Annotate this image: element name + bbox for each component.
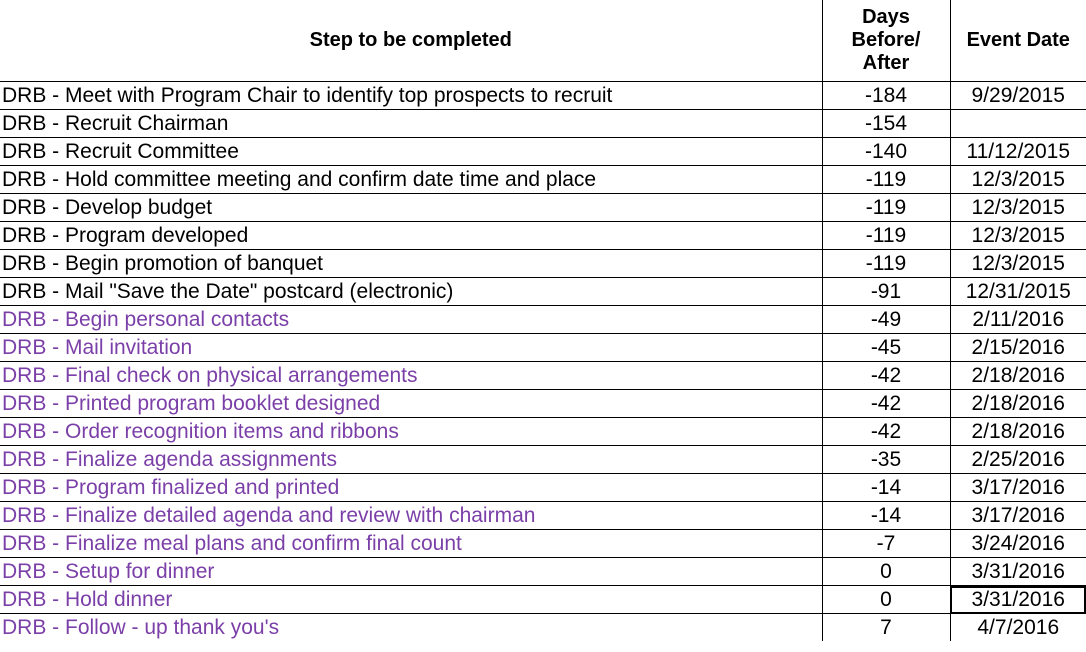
date-cell[interactable]: 12/31/2015 [950,278,1086,306]
date-cell[interactable]: 4/7/2016 [950,614,1086,642]
date-cell[interactable]: 12/3/2015 [950,250,1086,278]
days-cell[interactable]: -45 [822,334,950,362]
table-row [0,362,1086,390]
date-cell[interactable]: 3/17/2016 [950,474,1086,502]
date-cell[interactable]: 2/18/2016 [950,362,1086,390]
table-row [0,166,1086,194]
table-row [0,110,1086,138]
table-row [0,306,1086,334]
date-cell[interactable]: 12/3/2015 [950,222,1086,250]
date-cell-selected[interactable]: 3/31/2016 [950,586,1086,614]
header-days[interactable] [822,0,950,82]
step-cell[interactable]: DRB - Program finalized and printed [0,474,822,502]
days-cell[interactable]: 7 [822,614,950,642]
table-row [0,222,1086,250]
step-cell[interactable]: DRB - Finalize agenda assignments [0,446,822,474]
step-cell[interactable]: DRB - Follow - up thank you's [2,616,280,639]
table-row [0,82,1086,110]
date-cell[interactable]: 12/3/2015 [950,194,1086,222]
step-cell[interactable]: DRB - Recruit Committee [0,138,822,166]
date-cell[interactable] [950,110,1086,138]
days-cell[interactable]: -119 [822,194,950,222]
step-cell[interactable]: DRB - Finalize meal plans and confirm final count [0,530,822,558]
table-row [0,474,1086,502]
date-cell[interactable]: 12/3/2015 [950,166,1086,194]
table-row [0,390,1086,418]
days-cell[interactable]: -49 [822,306,950,334]
date-cell[interactable]: 2/11/2016 [950,306,1086,334]
step-cell[interactable]: DRB - Finalize detailed agenda and review with chairman [0,502,822,530]
step-cell[interactable]: DRB - Program developed [0,222,822,250]
days-cell[interactable]: -184 [822,82,950,110]
step-cell[interactable]: DRB - Develop budget [0,194,822,222]
days-cell[interactable]: -154 [822,110,950,138]
date-cell[interactable]: 3/24/2016 [950,530,1086,558]
date-cell[interactable]: 2/25/2016 [950,446,1086,474]
days-cell[interactable]: -7 [822,530,950,558]
step-cell[interactable]: DRB - Order recognition items and ribbons [0,418,822,446]
table-row [0,502,1086,530]
step-cell[interactable]: DRB - Mail "Save the Date" postcard (electronic) [0,278,822,306]
table-row [0,586,1086,614]
step-cell[interactable]: DRB - Recruit Chairman [0,110,822,138]
step-cell[interactable]: DRB - Setup for dinner [0,558,822,586]
table-row [0,250,1086,278]
table-row [0,614,1086,642]
table-row [0,530,1086,558]
header-row [0,0,1086,82]
days-cell[interactable]: -14 [822,474,950,502]
days-cell[interactable]: -119 [822,222,950,250]
step-cell[interactable]: DRB - Hold committee meeting and confirm date time and place [0,166,822,194]
table-row [0,138,1086,166]
step-cell[interactable]: DRB - Begin promotion of banquet [0,250,822,278]
step-cell[interactable]: DRB - Begin personal contacts [0,306,822,334]
header-event-date[interactable]: Event Date [950,0,1086,82]
days-cell[interactable]: 0 [822,586,950,614]
step-cell[interactable]: DRB - Mail invitation [0,334,822,362]
step-cell[interactable]: DRB - Printed program booklet designed [0,390,822,418]
table-row [0,418,1086,446]
header-days-line1: Days [862,6,910,28]
table-row [0,446,1086,474]
table-row [0,558,1086,586]
days-cell[interactable]: 0 [822,558,950,586]
date-cell[interactable]: 2/18/2016 [950,418,1086,446]
date-cell[interactable]: 3/31/2016 [950,558,1086,586]
step-cell[interactable]: DRB - Final check on physical arrangements [0,362,822,390]
days-cell[interactable]: -119 [822,250,950,278]
header-days-line3: After [862,52,910,74]
days-cell[interactable]: -119 [822,166,950,194]
step-cell[interactable]: DRB - Meet with Program Chair to identify top prospects to recruit [0,82,822,110]
table-row [0,194,1086,222]
days-cell[interactable]: -42 [822,390,950,418]
date-cell[interactable]: 2/18/2016 [950,390,1086,418]
days-cell[interactable]: -14 [822,502,950,530]
step-cell[interactable]: DRB - Hold dinner [0,586,822,614]
table-row [0,278,1086,306]
date-cell[interactable]: 11/12/2015 [950,138,1086,166]
header-days-line2: Before/ [851,29,921,51]
date-cell[interactable]: 9/29/2015 [950,82,1086,110]
table-row [0,334,1086,362]
days-cell[interactable]: -35 [822,446,950,474]
days-cell[interactable]: -91 [822,278,950,306]
days-cell[interactable]: -42 [822,362,950,390]
header-step[interactable]: Step to be completed [0,0,822,82]
date-cell[interactable]: 2/15/2016 [950,334,1086,362]
days-cell[interactable]: -140 [822,138,950,166]
date-cell[interactable]: 3/17/2016 [950,502,1086,530]
days-cell[interactable]: -42 [822,418,950,446]
